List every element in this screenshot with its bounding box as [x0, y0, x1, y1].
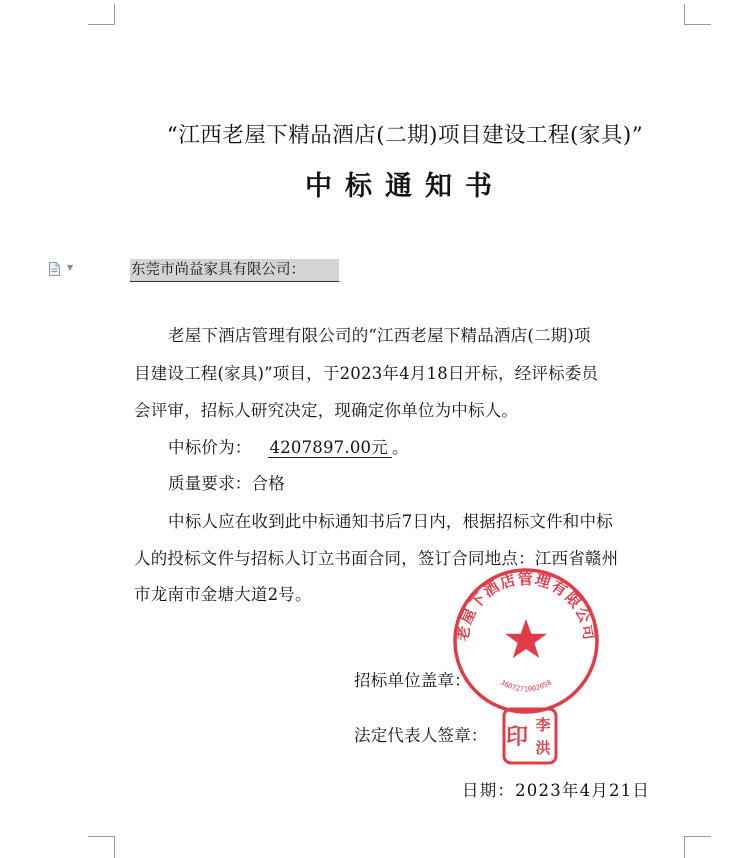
svg-text:3607271002058 [499, 678, 553, 693]
stamp-name-2: 洪 [535, 739, 551, 757]
body-line-1: 老屋下酒店管理有限公司的“江西老屋下精品酒店(二期)项 [168, 326, 591, 345]
seal-org-name: 老屋下酒店管理有限公司 [453, 569, 599, 643]
body-line-5: 人的投标文件与招标人订立书面合同，签订合同地点：江西省赣州 [134, 549, 619, 568]
title-project-name: “江西老屋下精品酒店(二期)项目建设工程(家具)” [166, 123, 644, 148]
representative-label: 法定代表人签章： [354, 726, 488, 745]
document-icon[interactable] [49, 262, 60, 276]
chevron-down-icon[interactable]: ▼ [67, 263, 74, 272]
seal-star-icon [505, 619, 547, 658]
price-label: 中标价为： [168, 438, 252, 457]
body-line-6: 市龙南市金塘大道2号。 [134, 585, 312, 604]
body-line-4: 中标人应在收到此中标通知书后7日内，根据招标文件和中标 [168, 512, 613, 531]
crop-mark-top-right [684, 4, 711, 25]
date-line: 日期：2023年4月21日 [462, 781, 651, 800]
price-value: 4207897.00元 [268, 438, 392, 458]
price-line [168, 434, 409, 458]
seal-number: 3607271002058 [498, 678, 554, 694]
crop-mark-bottom-right [684, 836, 711, 858]
stamp-name-1: 李 [535, 716, 551, 734]
stamp-text-main: 印 [505, 724, 529, 750]
title-notice: 中标通知书 [305, 171, 505, 202]
company-seal-stamp [450, 565, 602, 717]
quality-line: 质量要求：合格 [168, 474, 285, 493]
body-line-3: 会评审，招标人研究决定，现确定你单位为中标人。 [134, 401, 519, 420]
body-line-2: 目建设工程(家具)”项目，于2023年4月18日开标，经评标委员 [134, 364, 599, 383]
crop-mark-bottom-left [88, 836, 115, 858]
price-end: 。 [391, 438, 409, 457]
seal-label: 招标单位盖章： [354, 671, 471, 690]
personal-signature-stamp [501, 706, 559, 766]
crop-mark-top-left [88, 4, 115, 25]
recipient-name[interactable]: 东莞市尚益家具有限公司： [130, 259, 339, 282]
